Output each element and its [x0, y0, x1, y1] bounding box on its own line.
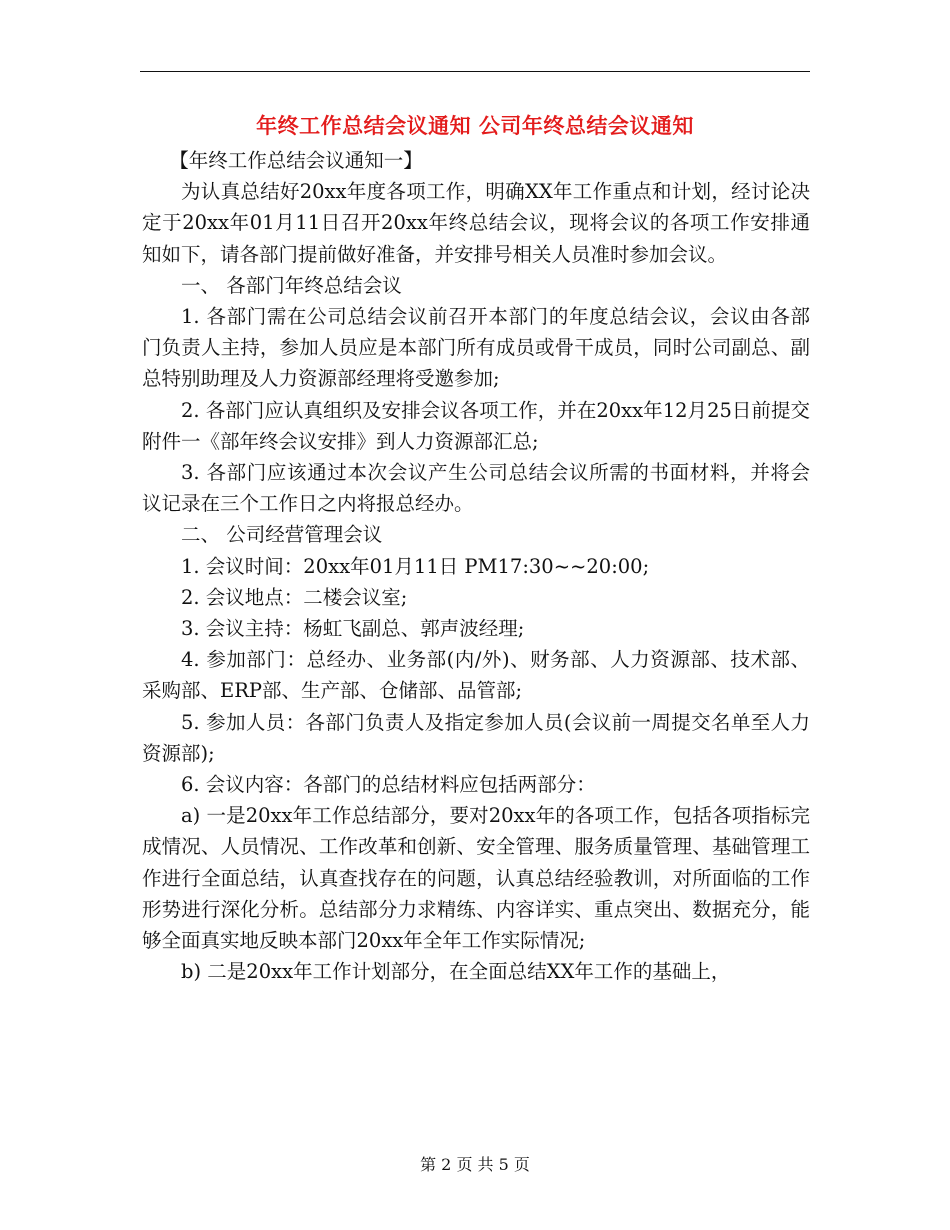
paragraph: 2. 各部门应认真组织及安排会议各项工作，并在20xx年12月25日前提交附件一《部年终会议安排》到人力资源部汇总; — [142, 398, 810, 453]
list-item: 4. 参加部门：总经办、业务部(内/外)、财务部、人力资源部、技术部、采购部、ERP部、生产部、仓储部、品管部; — [142, 648, 810, 703]
paragraph: a) 一是20xx年工作总结部分，要对20xx年的各项工作，包括各项指标完成情况、人员情况、工作改革和创新、安全管理、服务质量管理、基础管理工作进行全面总结，认真查找存在的问题，认真总结经验教训，对所面临的工作形势进行深化分析。总结部分力求精练、内容详实、重点突出、数据充分，能够全面真实地反映本部门20xx年全年工作实际情况; — [142, 804, 810, 953]
document-title: 年终工作总结会议通知 公司年终总结会议通知 — [256, 113, 694, 138]
page-footer: 第 2 页 共 5 页 — [420, 1155, 530, 1174]
paragraph: b) 二是20xx年工作计划部分，在全面总结XX年工作的基础上， — [181, 960, 731, 984]
header-rule — [140, 71, 810, 72]
list-item: 5. 参加人员：各部门负责人及指定参加人员(会议前一周提交名单至人力资源部); — [142, 710, 810, 765]
section-heading: 一、 各部门年终总结会议 — [181, 273, 402, 297]
list-item: 2. 会议地点：二楼会议室; — [181, 585, 408, 609]
paragraph: 为认真总结好20xx年度各项工作，明确XX年工作重点和计划，经讨论决定于20xx年01月11日召开20xx年终总结会议，现将会议的各项工作安排通知如下，请各部门提前做好准备，并安排号相关人员准时参加会议。 — [142, 180, 810, 266]
paragraph: 【年终工作总结会议通知一】 — [169, 149, 423, 172]
section-heading: 二、 公司经营管理会议 — [181, 523, 383, 547]
paragraph: 1. 各部门需在公司总结会议前召开本部门的年度总结会议，会议由各部门负责人主持，参加人员应是本部门所有成员或骨干成员，同时公司副总、副总特别助理及人力资源部经理将受邀参加; — [142, 305, 810, 391]
list-item: 6. 会议内容：各部门的总结材料应包括两部分： — [181, 773, 596, 797]
paragraph: 3. 各部门应该通过本次会议产生公司总结会议所需的书面材料，并将会议记录在三个工作日之内将报总经办。 — [142, 461, 810, 516]
list-item: 3. 会议主持：杨虹飞副总、郭声波经理; — [181, 617, 525, 641]
document-body — [142, 145, 810, 987]
list-item: 1. 会议时间：20xx年01月11日 PM17:30~~20:00; — [181, 554, 650, 578]
